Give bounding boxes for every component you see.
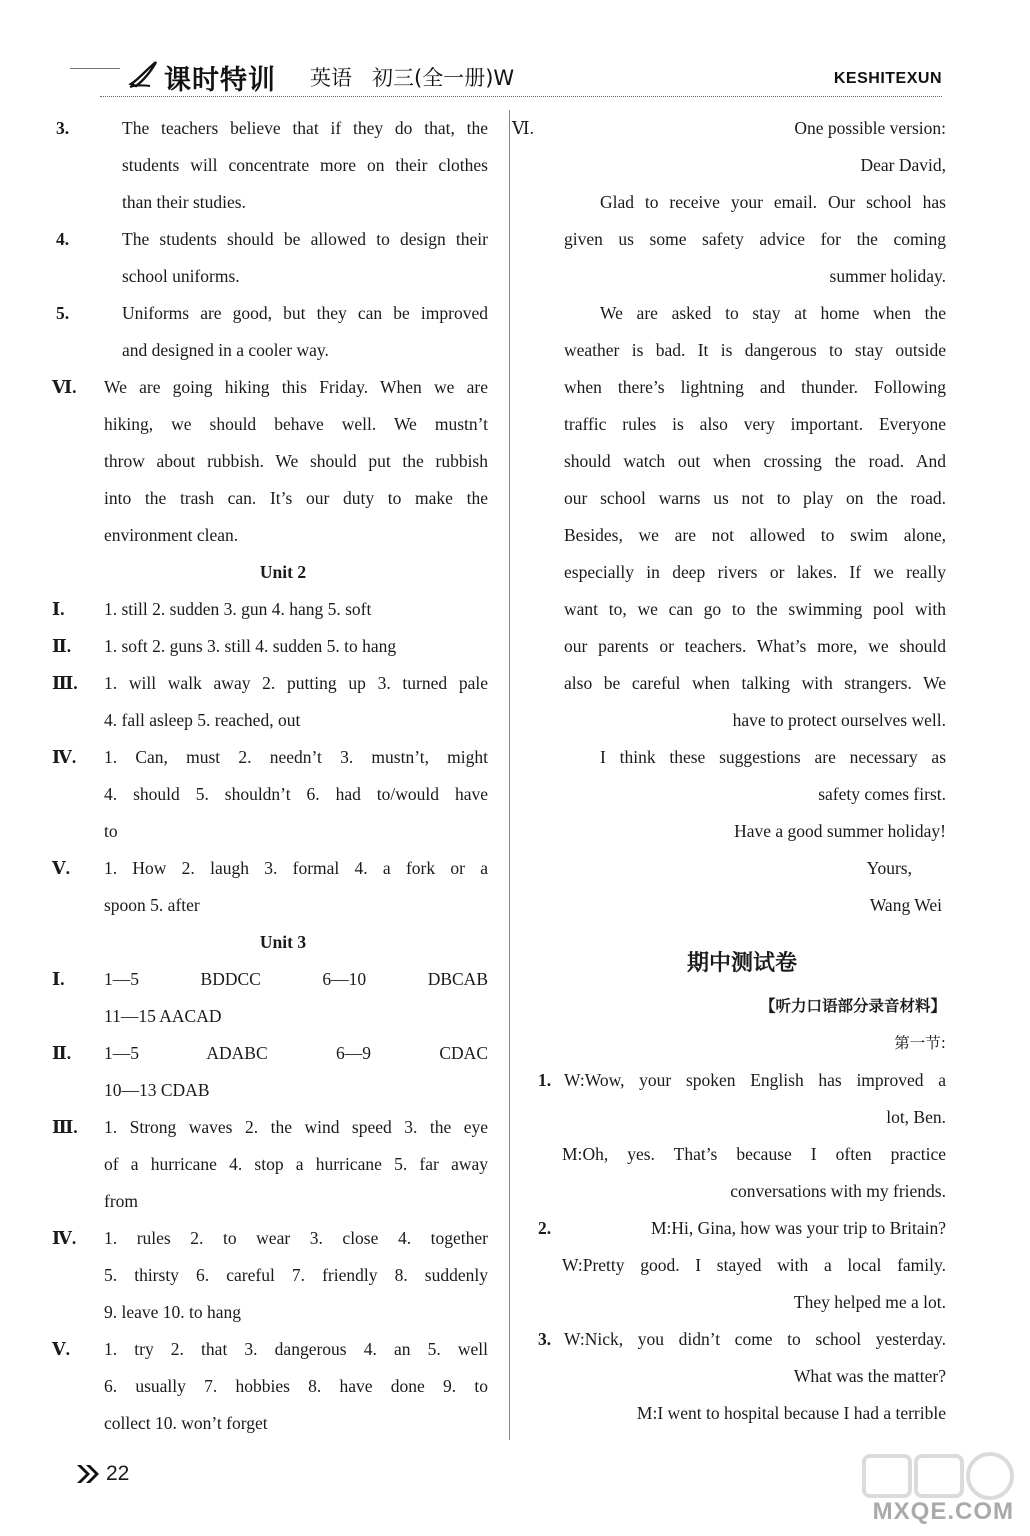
speaker-label: M: xyxy=(650,1218,672,1238)
item-number: Ⅱ. xyxy=(52,1043,72,1063)
essay-line: especially in deep rivers or lakes. If we really xyxy=(564,562,946,582)
answer-line: into the trash can. It’s our duty to make the xyxy=(104,488,488,508)
header-dotted-rule xyxy=(100,96,942,97)
unit-heading: Unit 3 xyxy=(259,932,307,952)
dialogue-line xyxy=(538,1136,946,1173)
dialogue-continuation: lot, Ben. xyxy=(886,1107,946,1127)
item-number: Ⅲ. xyxy=(52,673,78,693)
answer-line: Uniforms are good, but they can be improved 5. xyxy=(78,295,488,332)
answer-line: environment clean. xyxy=(104,525,239,545)
answer-line: 10—13 CDAB xyxy=(104,1080,210,1100)
speaker-label: M: xyxy=(562,1144,583,1164)
answer-line: 4. should 5. shouldn’t 6. had to/would have xyxy=(104,784,488,804)
dialogue-text: Nick, you didn’t come to school yesterday. xyxy=(584,1329,946,1349)
grade-label: 初三(全一册)W xyxy=(372,66,515,90)
left-column xyxy=(52,110,488,1442)
answer-line: 1—5 ADABC 6—9 CDAC Ⅱ. xyxy=(78,1035,488,1072)
answer-line: hiking, we should behave well. We mustn’t xyxy=(104,414,488,434)
midterm-title: 期中测试卷 xyxy=(686,951,797,976)
answer-line: 1. rules 2. to wear 3. close 4. together Ⅳ. xyxy=(78,1220,488,1257)
item-number: 5. xyxy=(56,303,70,323)
speaker-label: W: xyxy=(564,1070,585,1090)
answer-line: students will concentrate more on their clothes xyxy=(122,155,488,175)
answer-line: The teachers believe that if they do that, the 3. xyxy=(78,110,488,147)
salutation: Dear David, xyxy=(860,155,946,175)
unit-heading: Unit 2 xyxy=(259,562,307,582)
answer-line: collect 10. won’t forget xyxy=(104,1413,268,1433)
page-footer xyxy=(76,1462,129,1486)
answer-line: than their studies. xyxy=(122,192,246,212)
essay-line: Have a good summer holiday! xyxy=(734,821,946,841)
item-number: Ⅴ. xyxy=(52,858,70,878)
signature: Wang Wei xyxy=(869,895,942,915)
answer-line: from xyxy=(104,1191,139,1211)
answer-line: 1. will walk away 2. putting up 3. turned pale Ⅲ. xyxy=(78,665,488,702)
answer-line: 1. try 2. that 3. dangerous 4. an 5. well Ⅴ. xyxy=(78,1331,488,1368)
page-header xyxy=(0,0,1030,100)
essay-line: our parents or teachers. What’s more, we should xyxy=(564,636,946,656)
item-number: Ⅳ. xyxy=(52,747,77,767)
dialogue-text: Pretty good. I stayed with a local family. xyxy=(582,1255,946,1275)
answer-line: throw about rubbish. We should put the rubbish xyxy=(104,451,488,471)
answer-line: and designed in a cooler way. xyxy=(122,340,329,360)
answer-line: 1. soft 2. guns 3. still 4. sudden 5. to hang Ⅱ. xyxy=(78,628,488,665)
essay-line: Glad to receive your email. Our school has xyxy=(600,192,946,212)
essay-line: weather is bad. It is dangerous to stay outside xyxy=(564,340,946,360)
column-divider xyxy=(509,110,510,1440)
answer-line: to xyxy=(104,821,118,841)
essay-intro: One possible version: Ⅵ. xyxy=(538,110,946,147)
dialogue-number: 3. xyxy=(538,1329,552,1349)
essay-line: traffic rules is also very important. Everyone xyxy=(564,414,946,434)
item-number: 3. xyxy=(56,118,70,138)
answer-line: 4. fall asleep 5. reached, out xyxy=(104,710,301,730)
brand-pinyin: KESHITEXUN xyxy=(833,70,942,87)
closing: Yours, xyxy=(866,858,912,878)
essay-line: should watch out when crossing the road. And xyxy=(564,451,946,471)
watermark-text: MXQE.COM xyxy=(872,1498,1014,1525)
answer-line: 1. Strong waves 2. the wind speed 3. the eye Ⅲ. xyxy=(78,1109,488,1146)
section-one-label: 第一节: xyxy=(894,1034,946,1052)
dialogue-text: I went to hospital because I had a terrible xyxy=(657,1403,946,1423)
essay-line: We are asked to stay at home when the xyxy=(600,303,946,323)
answer-line: of a hurricane 4. stop a hurricane 5. far away xyxy=(104,1154,488,1174)
essay-line: Besides, we are not allowed to swim alone, xyxy=(564,525,946,545)
essay-line: safety comes first. xyxy=(818,784,946,804)
answer-line: 5. thirsty 6. careful 7. friendly 8. suddenly xyxy=(104,1265,488,1285)
answer-line: We are going hiking this Friday. When we are Ⅵ. xyxy=(78,369,488,406)
answer-line: 11—15 AACAD xyxy=(104,1006,222,1026)
essay-line: when there’s lightning and thunder. Following xyxy=(564,377,946,397)
answer-line: 6. usually 7. hobbies 8. have done 9. to xyxy=(104,1376,488,1396)
section-label: 【听力口语部分录音材料】 xyxy=(759,997,946,1015)
item-number: Ⅰ. xyxy=(52,599,65,619)
dialogue-line xyxy=(538,1062,946,1099)
answer-line: 1. How 2. laugh 3. formal 4. a fork or a Ⅴ. xyxy=(78,850,488,887)
item-number: Ⅵ. xyxy=(512,118,534,138)
brand-title: 课时特训 xyxy=(164,65,276,96)
item-number: Ⅵ. xyxy=(52,377,77,397)
page-number: 22 xyxy=(106,1462,130,1485)
answer-line: 1—5 BDDCC 6—10 DBCAB Ⅰ. xyxy=(78,961,488,998)
dialogue-text: Wow, your spoken English has improved a xyxy=(584,1070,946,1090)
item-number: Ⅱ. xyxy=(52,636,72,656)
speaker-label: M: xyxy=(636,1403,658,1423)
item-number: Ⅰ. xyxy=(52,969,65,989)
essay-line: our school warns us not to play on the road. xyxy=(564,488,946,508)
dialogue-continuation: conversations with my friends. xyxy=(730,1181,946,1201)
dialogue-text: Oh, yes. That’s because I often practice xyxy=(582,1144,946,1164)
answer-line: The students should be allowed to design their 4. xyxy=(78,221,488,258)
dialogue-number: 2. xyxy=(538,1218,552,1238)
double-chevron-icon xyxy=(76,1463,100,1485)
spacer xyxy=(538,924,946,938)
answer-line: 1. Can, must 2. needn’t 3. mustn’t, might Ⅳ. xyxy=(78,739,488,776)
answer-line: school uniforms. xyxy=(122,266,240,286)
item-number: 4. xyxy=(56,229,70,249)
subject-label: 英语 xyxy=(310,66,352,90)
answer-line: 9. leave 10. to hang xyxy=(104,1302,242,1322)
dialogue-continuation: They helped me a lot. xyxy=(793,1292,946,1312)
essay-line: have to protect ourselves well. xyxy=(732,710,946,730)
dialogue-number: 1. xyxy=(538,1070,552,1090)
dialogue-line xyxy=(538,1395,946,1432)
dialogue-line xyxy=(538,1321,946,1358)
essay-line: want to, we can go to the swimming pool with xyxy=(564,599,946,619)
essay-line: given us some safety advice for the coming xyxy=(564,229,946,249)
essay-line: I think these suggestions are necessary as xyxy=(600,747,946,767)
dialogue-text: Hi, Gina, how was your trip to Britain? xyxy=(671,1218,946,1238)
header-rule xyxy=(70,68,120,69)
speaker-label: W: xyxy=(564,1329,585,1349)
essay-line: also be careful when talking with strangers. We xyxy=(564,673,946,693)
item-number: Ⅲ. xyxy=(52,1117,78,1137)
answer-line: 1. still 2. sudden 3. gun 4. hang 5. soft Ⅰ. xyxy=(78,591,488,628)
dialogue-line xyxy=(538,1247,946,1284)
dialogue-continuation: What was the matter? xyxy=(793,1366,946,1386)
essay-line: summer holiday. xyxy=(829,266,946,286)
answer-line: spoon 5. after xyxy=(104,895,200,915)
speaker-label: W: xyxy=(562,1255,583,1275)
right-column xyxy=(512,110,946,1432)
dialogue-line xyxy=(538,1210,946,1247)
pen-logo-icon xyxy=(128,58,160,90)
item-number: Ⅴ. xyxy=(52,1339,70,1359)
item-number: Ⅳ. xyxy=(52,1228,77,1248)
